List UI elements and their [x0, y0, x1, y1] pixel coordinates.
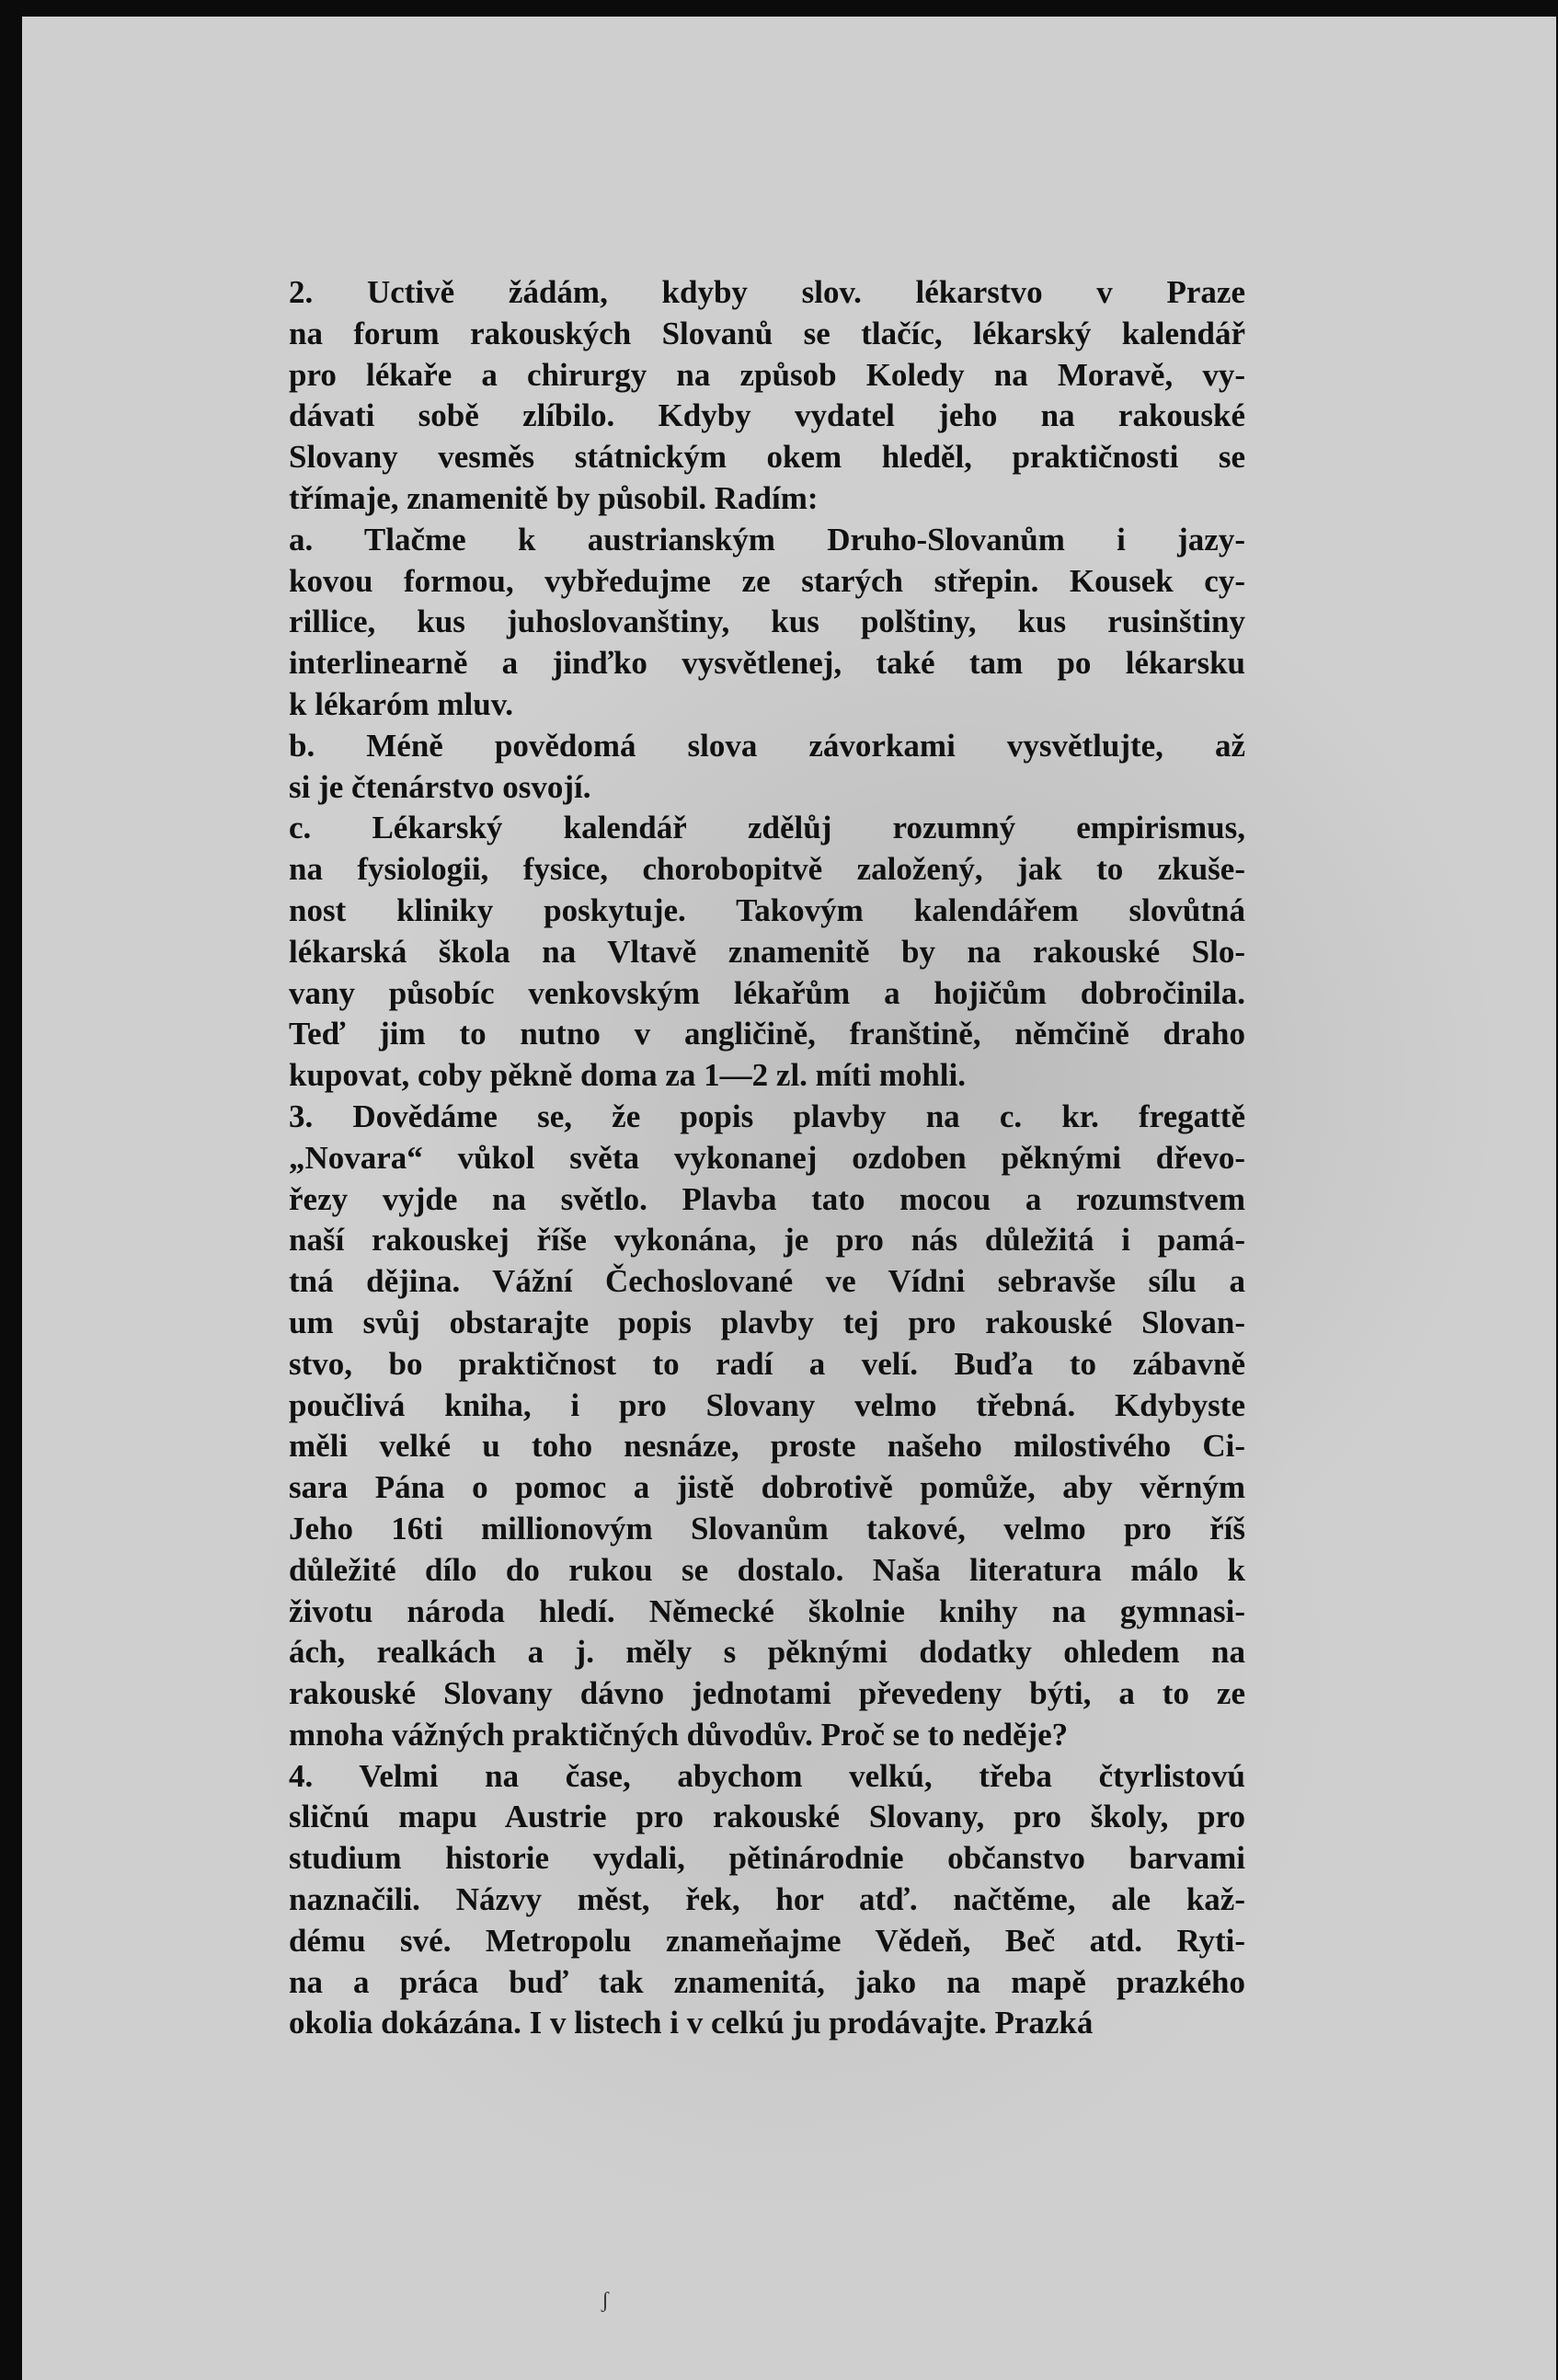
text-line: sara Pána o pomoc a jistě dobrotivě pomůže, aby věrným: [289, 1469, 1245, 1506]
text-line: měli velké u toho nesnáze, proste našeho milostivého Ci-: [289, 1428, 1245, 1465]
text-line: a. Tlačme k austrianským Druho-Slovanům i jazy-: [289, 521, 1245, 558]
text-line: „Novara“ vůkol světa vykonanej ozdoben pěknými dřevo-: [289, 1139, 1245, 1176]
text-line: pro lékaře a chirurgy na způsob Koledy na Moravě, vy-: [289, 356, 1245, 393]
text-line: třímaje, znamenitě by působil. Radím:: [289, 479, 819, 516]
text-line: mnoha vážných praktičných důvodův. Proč se to neděje?: [289, 1716, 1069, 1753]
text-line: naznačili. Názvy měst, řek, hor atď. načtěme, ale kaž-: [289, 1881, 1245, 1918]
paragraph: [234, 272, 1245, 520]
text-line: 3. Dovědáme se, že popis plavby na c. kr. fregattě: [289, 1098, 1245, 1134]
text-line: lékarská škola na Vltavě znamenitě by na rakouské Slo-: [289, 933, 1245, 970]
text-line: sličnú mapu Austrie pro rakouské Slovany, pro školy, pro: [289, 1799, 1245, 1835]
text-line: rakouské Slovany dávno jednotami převedeny býti, a to ze: [289, 1675, 1245, 1712]
paragraph: [234, 520, 1245, 726]
text-line: kovou formou, vybředujme ze starých střepin. Kousek cy-: [289, 562, 1245, 599]
text-line: nost kliniky poskytuje. Takovým kalendářem slovůtná: [289, 891, 1245, 928]
text-line: na a práca buď tak znamenitá, jako na mapě prazkého: [289, 1963, 1245, 2000]
text-line: si je čtenárstvo osvojí.: [289, 768, 591, 805]
text-line: naší rakouskej říše vykonána, je pro nás důležitá i pamá-: [289, 1222, 1245, 1259]
text-line: řezy vyjde na světlo. Plavba tato mocou a rozumstvem: [289, 1180, 1245, 1217]
text-line: Slovany vesměs státnickým okem hleděl, praktičnosti se: [289, 439, 1245, 476]
paragraph: [234, 808, 1245, 1097]
paragraph: [234, 726, 1245, 809]
text-line: tná dějina. Vážní Čechoslované ve Vídni sebravše sílu a: [289, 1263, 1245, 1300]
text-line: rillice, kus juhoslovanštiny, kus polštiny, kus rusinštiny: [289, 604, 1245, 640]
text-line: dávati sobě zlíbilo. Kdyby vydatel jeho na rakouské: [289, 397, 1245, 434]
text-line: 4. Velmi na čase, abychom velkú, třeba čtyrlistovú: [289, 1757, 1245, 1794]
text-line: důležité dílo do rukou se dostalo. Naša literatura málo k: [289, 1551, 1245, 1588]
text-line: na fysiologii, fysice, chorobopitvě založený, jak to zkuše-: [289, 851, 1245, 888]
text-line: ách, realkách a j. měly s pěknými dodatky ohledem na: [289, 1634, 1245, 1671]
ink-mark: ʃ: [601, 2289, 609, 2313]
paragraph: [234, 1756, 1245, 2045]
text-line: k lékaróm mluv.: [289, 685, 514, 722]
text-line: životu národa hledí. Německé školnie knihy na gymnasi-: [289, 1592, 1245, 1629]
text-line: Jeho 16ti millionovým Slovanům takové, velmo pro říš: [289, 1510, 1245, 1546]
text-line: na forum rakouských Slovanů se tlačíc, lékarský kalendář: [289, 315, 1245, 351]
text-line: poučlivá kniha, i pro Slovany velmo třebná. Kdybyste: [289, 1386, 1245, 1423]
text-line: kupovat, coby pěkně doma za 1—2 zl. míti mohli.: [289, 1057, 967, 1094]
paragraph: [234, 1097, 1245, 1756]
text-line: b. Méně povědomá slova závorkami vysvětlujte, až: [289, 727, 1245, 764]
text-line: Teď jim to nutno v angličině, franštině, němčině draho: [289, 1016, 1245, 1052]
text-line: interlinearně a jinďko vysvětlenej, také tam po lékarsku: [289, 645, 1245, 682]
text-line: studium historie vydali, pětinárodnie občanstvo barvami: [289, 1840, 1245, 1877]
scanned-page: [22, 17, 1556, 2380]
text-line: c. Lékarský kalendář zdělůj rozumný empirismus,: [289, 810, 1245, 846]
document-body: [234, 272, 1245, 2044]
text-line: um svůj obstarajte popis plavby tej pro rakouské Slovan-: [289, 1304, 1245, 1340]
text-line: stvo, bo praktičnost to radí a velí. Buďa to zábavně: [289, 1345, 1245, 1382]
text-line: dému své. Metropolu znameňajme Vědeň, Beč atd. Ryti-: [289, 1922, 1245, 1959]
text-line: okolia dokázána. I v listech i v celkú ju prodávajte. Prazká: [289, 2005, 1094, 2041]
text-line: vany působíc venkovským lékařům a hojičům dobročinila.: [289, 974, 1245, 1011]
text-line: 2. Uctivě žádám, kdyby slov. lékarstvo v Praze: [289, 274, 1245, 310]
